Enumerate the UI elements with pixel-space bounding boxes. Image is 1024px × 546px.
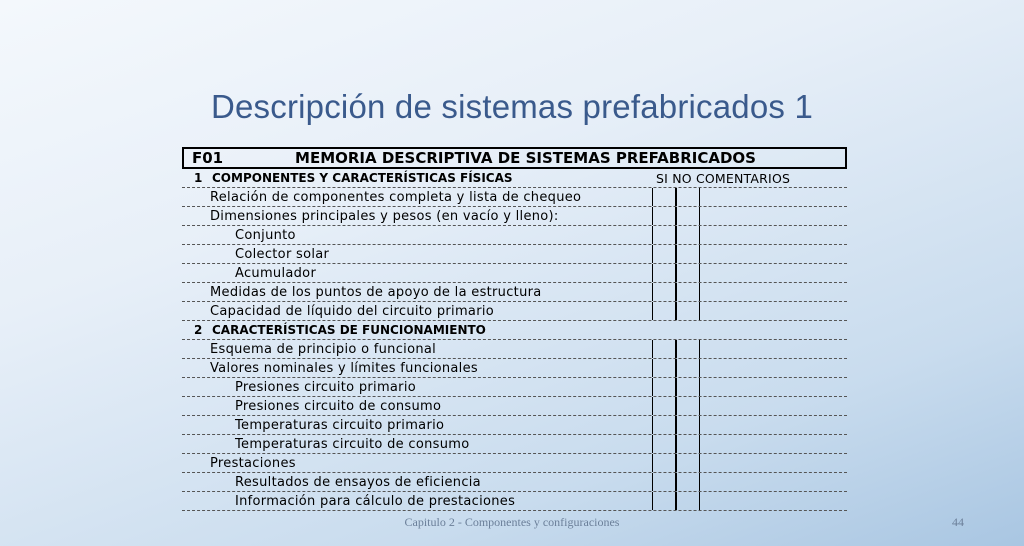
no-checkbox[interactable] bbox=[676, 359, 700, 377]
si-checkbox[interactable] bbox=[652, 340, 676, 358]
item-label: Prestaciones bbox=[210, 455, 296, 471]
section-row bbox=[182, 169, 847, 188]
item-label: Dimensiones principales y pesos (en vacío y lleno): bbox=[210, 208, 559, 224]
no-checkbox[interactable] bbox=[676, 397, 700, 415]
no-checkbox[interactable] bbox=[676, 473, 700, 491]
section-title: CARACTERÍSTICAS DE FUNCIONAMIENTO bbox=[212, 323, 486, 337]
item-label: Presiones circuito primario bbox=[235, 379, 416, 395]
item-label: Acumulador bbox=[235, 265, 317, 281]
checklist-row bbox=[182, 245, 847, 264]
checklist-row bbox=[182, 397, 847, 416]
slide-title: Descripción de sistemas prefabricados 1 bbox=[210, 88, 814, 125]
item-label: Valores nominales y límites funcionales bbox=[210, 360, 478, 376]
checklist-row bbox=[182, 283, 847, 302]
si-checkbox[interactable] bbox=[652, 283, 676, 301]
si-checkbox[interactable] bbox=[652, 207, 676, 225]
si-checkbox[interactable] bbox=[652, 245, 676, 263]
checklist-row bbox=[182, 359, 847, 378]
si-checkbox[interactable] bbox=[652, 435, 676, 453]
item-label: Información para cálculo de prestaciones bbox=[235, 493, 516, 509]
no-checkbox[interactable] bbox=[676, 378, 700, 396]
no-checkbox[interactable] bbox=[676, 416, 700, 434]
page-number: 44 bbox=[952, 515, 964, 529]
item-label: Esquema de principio o funcional bbox=[210, 341, 437, 357]
item-label: Temperaturas circuito de consumo bbox=[235, 436, 470, 452]
no-checkbox[interactable] bbox=[676, 188, 700, 206]
no-checkbox[interactable] bbox=[676, 435, 700, 453]
form-header bbox=[182, 147, 847, 169]
item-label: Colector solar bbox=[235, 246, 330, 262]
no-checkbox[interactable] bbox=[676, 283, 700, 301]
item-label: Medidas de los puntos de apoyo de la estructura bbox=[210, 284, 542, 300]
section-number: 2 bbox=[194, 323, 203, 337]
section-title: COMPONENTES Y CARACTERÍSTICAS FÍSICAS bbox=[212, 171, 513, 185]
si-checkbox[interactable] bbox=[652, 397, 676, 415]
no-checkbox[interactable] bbox=[676, 226, 700, 244]
si-checkbox[interactable] bbox=[652, 302, 676, 320]
checklist-row bbox=[182, 473, 847, 492]
section-row bbox=[182, 321, 847, 340]
checklist-row bbox=[182, 492, 847, 511]
checklist-row bbox=[182, 207, 847, 226]
si-checkbox[interactable] bbox=[652, 378, 676, 396]
section-number: 1 bbox=[194, 171, 203, 185]
si-checkbox[interactable] bbox=[652, 359, 676, 377]
column-headers: SI NO COMENTARIOS bbox=[656, 170, 791, 186]
no-checkbox[interactable] bbox=[676, 492, 700, 510]
slide-footer: Capitulo 2 - Componentes y configuraciones bbox=[404, 515, 620, 529]
form-title: MEMORIA DESCRIPTIVA DE SISTEMAS PREFABRICADOS bbox=[295, 149, 756, 167]
si-checkbox[interactable] bbox=[652, 454, 676, 472]
item-label: Capacidad de líquido del circuito primario bbox=[210, 303, 495, 319]
si-checkbox[interactable] bbox=[652, 226, 676, 244]
si-checkbox[interactable] bbox=[652, 264, 676, 282]
checklist-form bbox=[182, 147, 847, 511]
form-rows bbox=[182, 169, 847, 511]
checklist-row bbox=[182, 378, 847, 397]
checklist-row bbox=[182, 226, 847, 245]
checklist-row bbox=[182, 416, 847, 435]
item-label: Temperaturas circuito primario bbox=[235, 417, 445, 433]
no-checkbox[interactable] bbox=[676, 264, 700, 282]
form-code: F01 bbox=[192, 149, 224, 167]
no-checkbox[interactable] bbox=[676, 245, 700, 263]
checklist-row bbox=[182, 435, 847, 454]
checklist-row bbox=[182, 454, 847, 473]
checklist-row bbox=[182, 302, 847, 321]
item-label: Resultados de ensayos de eficiencia bbox=[235, 474, 481, 490]
item-label: Relación de componentes completa y lista de chequeo bbox=[210, 189, 582, 205]
si-checkbox[interactable] bbox=[652, 473, 676, 491]
checklist-row bbox=[182, 188, 847, 207]
si-checkbox[interactable] bbox=[652, 188, 676, 206]
item-label: Presiones circuito de consumo bbox=[235, 398, 442, 414]
no-checkbox[interactable] bbox=[676, 454, 700, 472]
si-checkbox[interactable] bbox=[652, 416, 676, 434]
no-checkbox[interactable] bbox=[676, 207, 700, 225]
no-checkbox[interactable] bbox=[676, 302, 700, 320]
si-checkbox[interactable] bbox=[652, 492, 676, 510]
no-checkbox[interactable] bbox=[676, 340, 700, 358]
item-label: Conjunto bbox=[235, 227, 296, 243]
checklist-row bbox=[182, 264, 847, 283]
checklist-row bbox=[182, 340, 847, 359]
